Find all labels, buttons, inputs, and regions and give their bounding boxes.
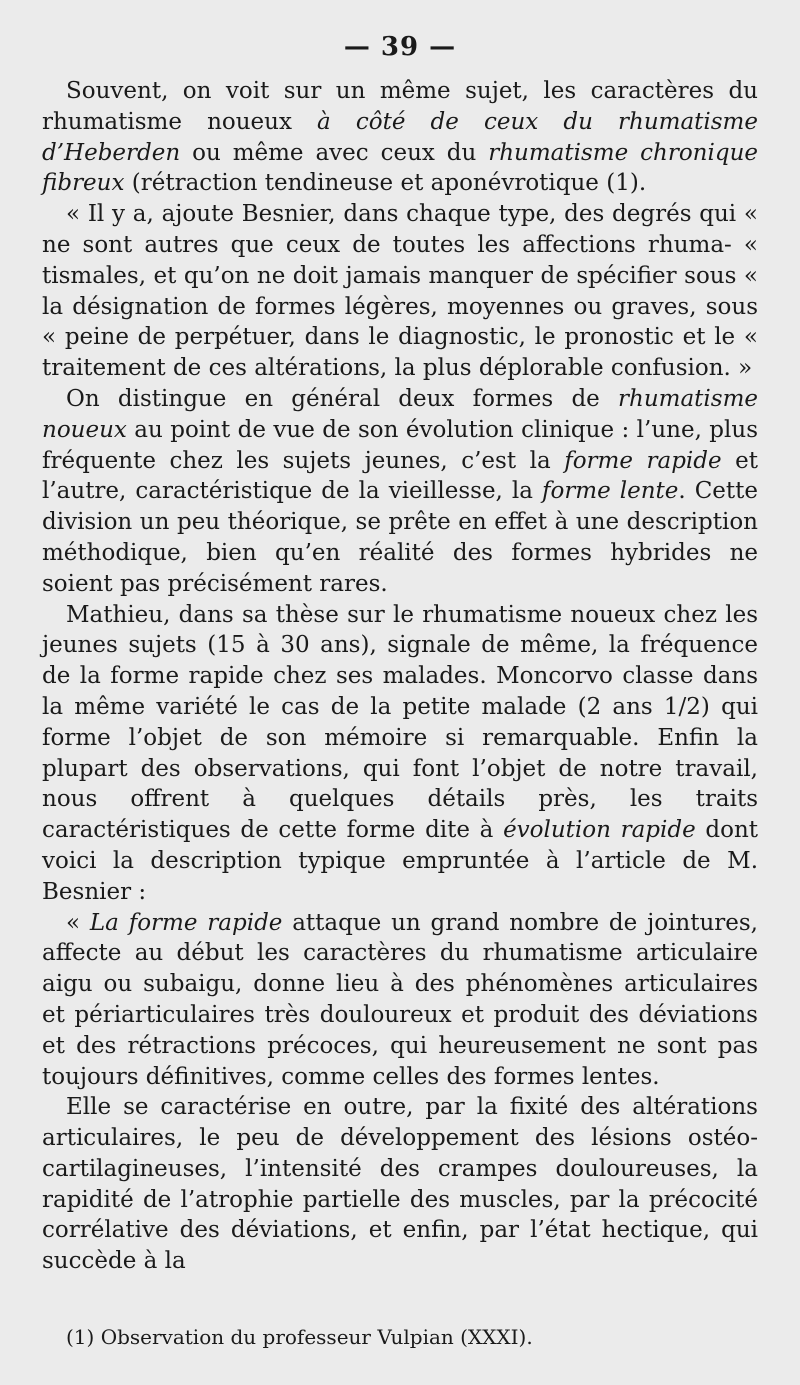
text-run: dont voici la description typique empruntée à l’article de M. Besnier : [42,817,759,905]
paragraph-5-quote [42,908,758,1093]
paragraph-2-quote: « Il y a, ajoute Besnier, dans chaque type, des degrés qui « ne sont autres que ceux de toutes les affections rhuma- « tismales, et qu’on ne doit jamais manquer de spécifier sous « la désignation de formes légères, moyennes ou graves, sous « peine de perpétuer, dans le diagnostic, le pronostic et le « traitement de ces altérations, la plus déplorable confusion. » [42,201,758,382]
italic-run: évolution rapide [503,817,696,844]
footnote: (1) Observation du professeur Vulpian (XXXI). [66,1325,533,1349]
paragraph-3 [42,384,758,600]
italic-run: La forme rapide [89,909,283,936]
paragraph-4 [42,600,758,908]
text-run: Mathieu, dans sa thèse sur le rhumatisme noueux chez les jeunes sujets (15 à 30 ans), signale de même, la fréquence de la forme rapide chez ses malades. Moncorvo classe dans la même variété le cas de la petite malade (2 ans 1/2) qui forme l’objet de son mémoire si remarquable. Enfin la plupart des observations, qui font l’objet de notre travail, nous offrent à quelques détails près, les traits caractéristiques de cette forme dite à [42,601,758,844]
text-run: ou même avec ceux du [180,139,489,166]
text-run: « [66,909,90,936]
body-text [42,76,758,1277]
italic-run: à côté de ceux du rhumatisme d’Heberden [42,108,758,166]
italic-run: forme lente [541,478,679,505]
italic-run: rhumatisme chronique fibreux [42,139,758,197]
text-run: On distingue en général deux formes de [66,385,619,412]
text-run: et l’autre, caractéristique de la vieillesse, la [42,447,758,505]
paragraph-1 [42,76,758,199]
text-run: au point de vue de son évolution clinique : l’une, plus fréquente chez les sujets jeunes, c’est la [42,416,758,474]
italic-run: forme rapide [564,447,722,474]
text-run: . Cette division un peu théorique, se prête en effet à une description méthodique, bien qu’en réalité des formes hybrides ne soient pas précisément rares. [42,478,758,597]
paragraph-6: Elle se caractérise en outre, par la fixité des altérations articulaires, le peu de développement des lésions ostéo-cartilagineuses, l’intensité des crampes douloureuses, la rapidité de l’atrophie partielle des muscles, par la précocité corrélative des déviations, et enfin, par l’état hectique, qui succède à la [42,1094,758,1275]
text-run: attaque un grand nombre de jointures, affecte au début les caractères du rhumatisme articulaire aigu ou subaigu, donne lieu à des phénomènes articulaires et périarticulaires très douloureux et produit des déviations et des rétractions précoces, qui heureusement ne sont pas toujours définitives, comme celles des formes lentes. [42,909,758,1090]
text-run: (rétraction tendineuse et aponévrotique (1). [124,170,647,197]
page-number: — 39 — [343,32,457,62]
italic-run: rhumatisme noueux [42,385,758,443]
text-run: Souvent, on voit sur un même sujet, les caractères du rhumatisme noueux [42,78,758,135]
